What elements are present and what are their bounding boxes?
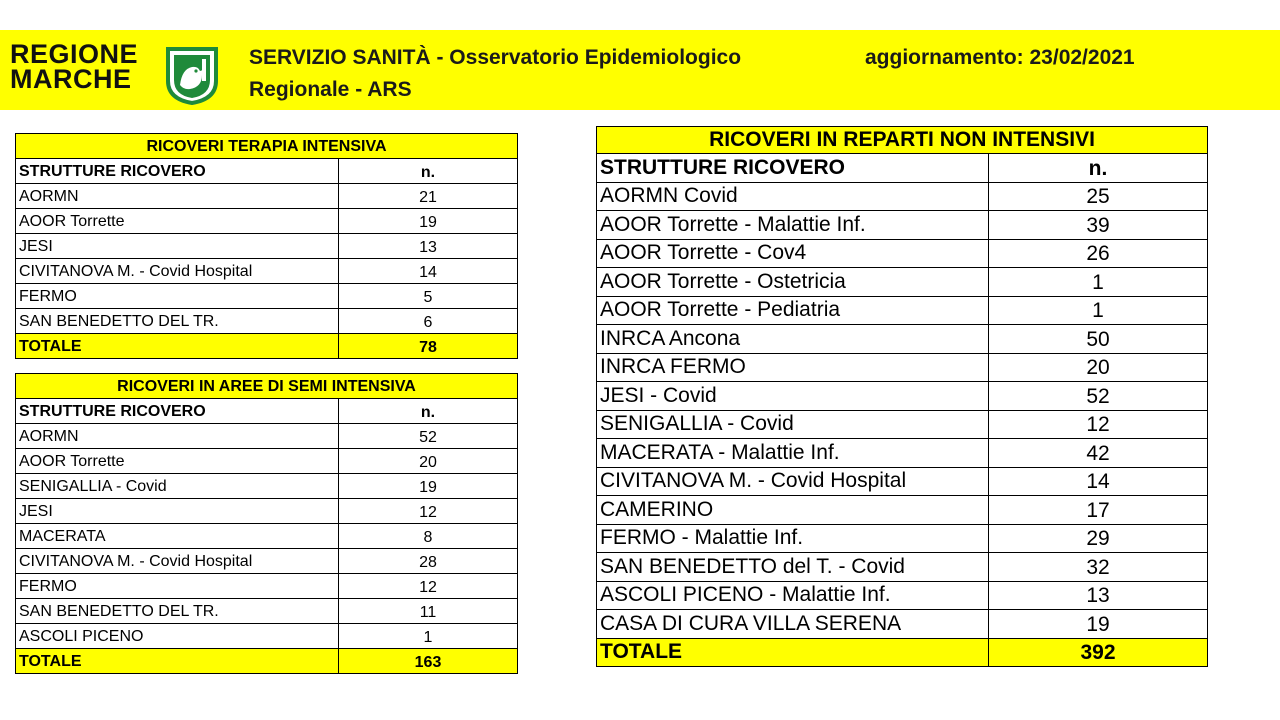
structure-name: SAN BENEDETTO del T. - Covid bbox=[597, 553, 989, 582]
table-row bbox=[597, 182, 1208, 211]
update-date: aggiornamento: 23/02/2021 bbox=[865, 46, 1135, 69]
structure-name: FERMO bbox=[16, 574, 339, 599]
header-banner bbox=[0, 30, 1280, 110]
patient-count: 20 bbox=[989, 353, 1208, 382]
structure-name: FERMO - Malattie Inf. bbox=[597, 524, 989, 553]
table-row bbox=[597, 439, 1208, 468]
table-row bbox=[16, 474, 518, 499]
structure-name: CAMERINO bbox=[597, 496, 989, 525]
table-row bbox=[597, 581, 1208, 610]
patient-count: 28 bbox=[339, 549, 518, 574]
table-row bbox=[597, 524, 1208, 553]
table-title-row bbox=[597, 127, 1208, 154]
column-header-count: n. bbox=[339, 159, 518, 184]
structure-name: MACERATA bbox=[16, 524, 339, 549]
table-row bbox=[597, 610, 1208, 639]
patient-count: 26 bbox=[989, 239, 1208, 268]
patient-count: 12 bbox=[339, 499, 518, 524]
table-row bbox=[597, 211, 1208, 240]
patient-count: 50 bbox=[989, 325, 1208, 354]
table-row bbox=[597, 353, 1208, 382]
patient-count: 17 bbox=[989, 496, 1208, 525]
table-header-row bbox=[597, 154, 1208, 183]
structure-name: JESI - Covid bbox=[597, 382, 989, 411]
patient-count: 42 bbox=[989, 439, 1208, 468]
non-intensive-table bbox=[596, 126, 1208, 667]
column-header-structure: STRUTTURE RICOVERO bbox=[597, 154, 989, 183]
table-title: RICOVERI IN REPARTI NON INTENSIVI bbox=[597, 127, 1208, 154]
table-row bbox=[597, 496, 1208, 525]
structure-name: SENIGALLIA - Covid bbox=[597, 410, 989, 439]
table-row bbox=[597, 553, 1208, 582]
structure-name: AOOR Torrette - Ostetricia bbox=[597, 268, 989, 297]
table-row bbox=[16, 574, 518, 599]
structure-name: AOOR Torrette - Pediatria bbox=[597, 296, 989, 325]
structure-name: MACERATA - Malattie Inf. bbox=[597, 439, 989, 468]
patient-count: 32 bbox=[989, 553, 1208, 582]
patient-count: 13 bbox=[989, 581, 1208, 610]
structure-name: JESI bbox=[16, 499, 339, 524]
table-row bbox=[16, 524, 518, 549]
table-row bbox=[597, 239, 1208, 268]
patient-count: 11 bbox=[339, 599, 518, 624]
table-row bbox=[16, 209, 518, 234]
structure-name: SENIGALLIA - Covid bbox=[16, 474, 339, 499]
structure-name: ASCOLI PICENO bbox=[16, 624, 339, 649]
header-title bbox=[249, 42, 741, 106]
total-value: 392 bbox=[989, 638, 1208, 667]
table-row bbox=[16, 499, 518, 524]
table-row bbox=[16, 424, 518, 449]
table-row bbox=[16, 259, 518, 284]
total-row bbox=[16, 334, 518, 359]
column-header-structure: STRUTTURE RICOVERO bbox=[16, 159, 339, 184]
table-header-row bbox=[16, 159, 518, 184]
total-label: TOTALE bbox=[16, 334, 339, 359]
structure-name: FERMO bbox=[16, 284, 339, 309]
table-row bbox=[16, 309, 518, 334]
table-row bbox=[16, 449, 518, 474]
patient-count: 8 bbox=[339, 524, 518, 549]
structure-name: AOOR Torrette bbox=[16, 209, 339, 234]
structure-name: ASCOLI PICENO - Malattie Inf. bbox=[597, 581, 989, 610]
patient-count: 19 bbox=[339, 209, 518, 234]
header-title-line-1: SERVIZIO SANITÀ - Osservatorio Epidemiologico bbox=[249, 46, 742, 69]
patient-count: 14 bbox=[339, 259, 518, 284]
patient-count: 20 bbox=[339, 449, 518, 474]
table-title: RICOVERI IN AREE DI SEMI INTENSIVA bbox=[16, 374, 518, 399]
logo-text bbox=[10, 39, 139, 94]
structure-name: SAN BENEDETTO DEL TR. bbox=[16, 309, 339, 334]
patient-count: 19 bbox=[339, 474, 518, 499]
header-title-line-2: Regionale - ARS bbox=[249, 78, 412, 101]
patient-count: 29 bbox=[989, 524, 1208, 553]
table-row bbox=[597, 467, 1208, 496]
column-header-structure: STRUTTURE RICOVERO bbox=[16, 399, 339, 424]
table-title-row bbox=[16, 374, 518, 399]
total-value: 78 bbox=[339, 334, 518, 359]
total-row bbox=[597, 638, 1208, 667]
patient-count: 1 bbox=[339, 624, 518, 649]
structure-name: AOOR Torrette - Malattie Inf. bbox=[597, 211, 989, 240]
total-label: TOTALE bbox=[16, 649, 339, 674]
icu-table bbox=[15, 133, 518, 359]
patient-count: 52 bbox=[989, 382, 1208, 411]
structure-name: AOOR Torrette bbox=[16, 449, 339, 474]
table-title-row bbox=[16, 134, 518, 159]
structure-name: CIVITANOVA M. - Covid Hospital bbox=[16, 259, 339, 284]
semi-intensive-table bbox=[15, 373, 518, 674]
patient-count: 12 bbox=[339, 574, 518, 599]
structure-name: AOOR Torrette - Cov4 bbox=[597, 239, 989, 268]
table-row bbox=[16, 599, 518, 624]
table-row bbox=[597, 382, 1208, 411]
table-row bbox=[16, 549, 518, 574]
patient-count: 19 bbox=[989, 610, 1208, 639]
table-row bbox=[597, 296, 1208, 325]
table-row bbox=[597, 268, 1208, 297]
structure-name: AORMN bbox=[16, 424, 339, 449]
table-row bbox=[16, 624, 518, 649]
structure-name: INRCA FERMO bbox=[597, 353, 989, 382]
structure-name: AORMN bbox=[16, 184, 339, 209]
patient-count: 1 bbox=[989, 268, 1208, 297]
regione-marche-logo bbox=[10, 39, 220, 104]
table-title: RICOVERI TERAPIA INTENSIVA bbox=[16, 134, 518, 159]
table-row bbox=[16, 184, 518, 209]
table-row bbox=[16, 234, 518, 259]
total-row bbox=[16, 649, 518, 674]
total-label: TOTALE bbox=[597, 638, 989, 667]
column-header-count: n. bbox=[339, 399, 518, 424]
patient-count: 12 bbox=[989, 410, 1208, 439]
table-row bbox=[16, 284, 518, 309]
table-row bbox=[597, 325, 1208, 354]
total-value: 163 bbox=[339, 649, 518, 674]
logo-line-2: MARCHE bbox=[10, 64, 132, 94]
structure-name: CIVITANOVA M. - Covid Hospital bbox=[597, 467, 989, 496]
patient-count: 1 bbox=[989, 296, 1208, 325]
patient-count: 25 bbox=[989, 182, 1208, 211]
structure-name: INRCA Ancona bbox=[597, 325, 989, 354]
patient-count: 52 bbox=[339, 424, 518, 449]
structure-name: AORMN Covid bbox=[597, 182, 989, 211]
patient-count: 14 bbox=[989, 467, 1208, 496]
patient-count: 5 bbox=[339, 284, 518, 309]
logo-line-1: REGIONE bbox=[10, 39, 139, 69]
patient-count: 6 bbox=[339, 309, 518, 334]
table-row bbox=[597, 410, 1208, 439]
structure-name: SAN BENEDETTO DEL TR. bbox=[16, 599, 339, 624]
structure-name: CIVITANOVA M. - Covid Hospital bbox=[16, 549, 339, 574]
structure-name: CASA DI CURA VILLA SERENA bbox=[597, 610, 989, 639]
patient-count: 39 bbox=[989, 211, 1208, 240]
patient-count: 13 bbox=[339, 234, 518, 259]
patient-count: 21 bbox=[339, 184, 518, 209]
regional-emblem-icon bbox=[162, 45, 222, 105]
table-header-row bbox=[16, 399, 518, 424]
structure-name: JESI bbox=[16, 234, 339, 259]
column-header-count: n. bbox=[989, 154, 1208, 183]
